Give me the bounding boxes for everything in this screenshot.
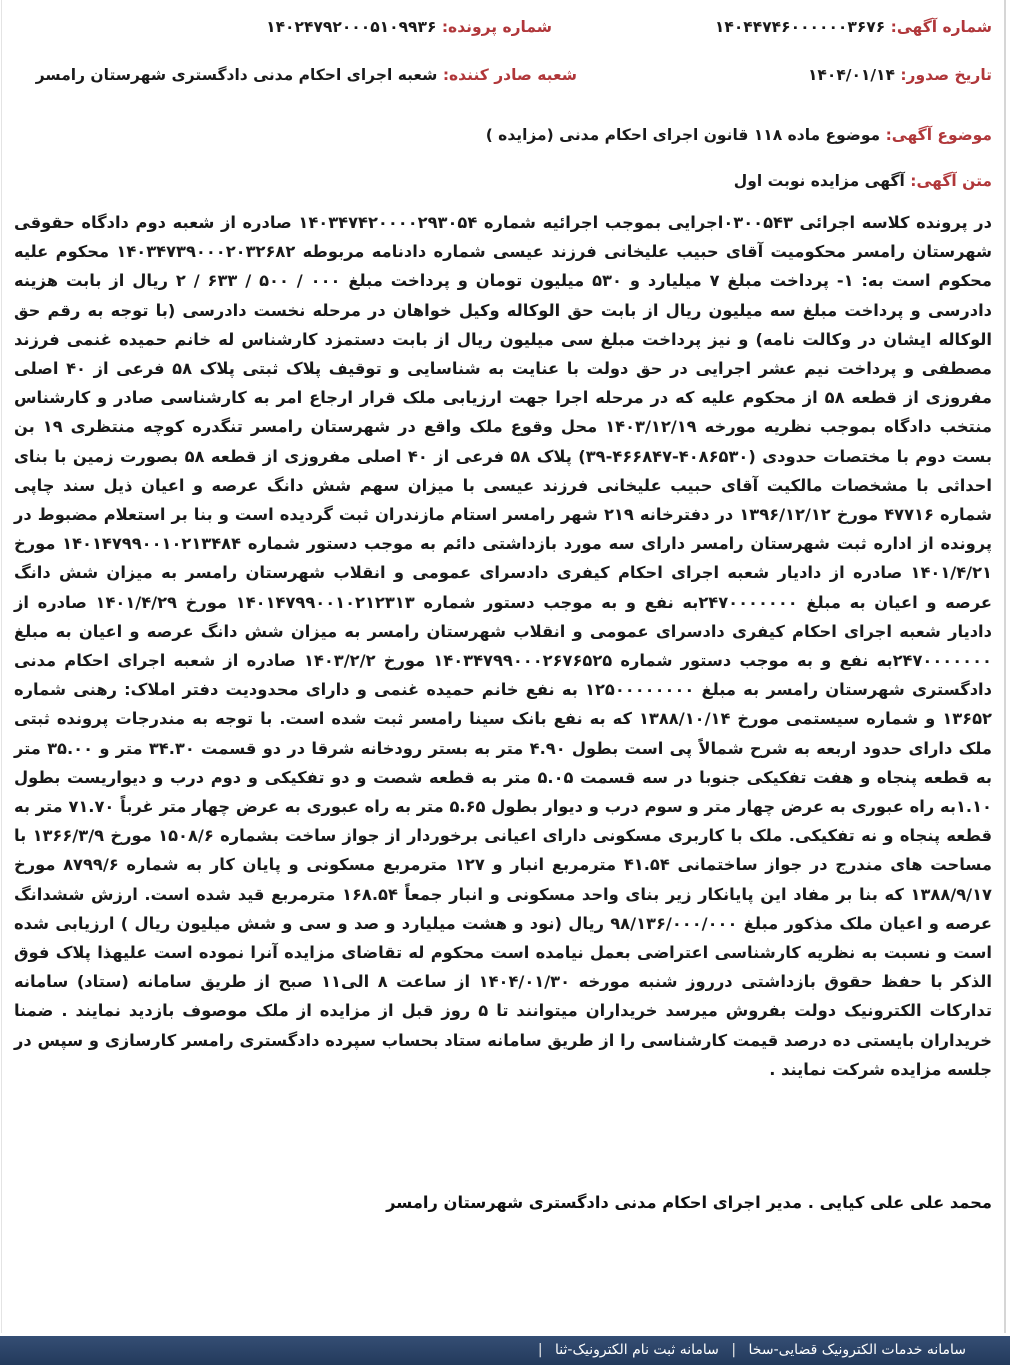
- subject-row: [486, 126, 992, 144]
- issue-date-label: تاریخ صدور:: [900, 66, 992, 84]
- footer-bar: [0, 1336, 1010, 1365]
- notice-text-title: آگهی مزایده نوبت اول: [733, 172, 905, 190]
- issuer-label: شعبه صادر کننده:: [442, 66, 577, 84]
- notice-number-row: [715, 18, 992, 36]
- notice-text-label: متن آگهی:: [910, 172, 992, 190]
- case-number-row: [266, 18, 552, 36]
- notice-number-label: شماره آگهی:: [890, 18, 992, 36]
- subject-value: موضوع ماده ۱۱۸ قانون اجرای احکام مدنی (مزایده ): [485, 126, 881, 144]
- signature: محمد علی علی کیایی . مدیر اجرای احکام مدنی دادگستری شهرستان رامسر: [386, 1193, 992, 1212]
- notice-number-value: ۱۴۰۴۴۷۴۶۰۰۰۰۰۰۳۶۷۶: [714, 18, 886, 36]
- issue-date-row: [808, 66, 992, 84]
- notice-text-row: [734, 172, 992, 190]
- issuer-value: شعبه اجرای احکام مدنی دادگستری شهرستان رامسر: [35, 66, 438, 84]
- subject-label: موضوع آگهی:: [885, 126, 992, 144]
- issuer-row: [36, 66, 577, 84]
- footer-separator: |: [731, 1342, 737, 1358]
- case-number-value: ۱۴۰۲۴۷۹۲۰۰۰۵۱۰۹۹۳۶: [266, 18, 437, 36]
- case-number-label: شماره پرونده:: [441, 18, 552, 36]
- footer-separator-trailing: |: [537, 1342, 543, 1358]
- issue-date-value: ۱۴۰۴/۰۱/۱۴: [807, 66, 895, 84]
- notice-body: در پرونده کلاسه اجرائی ۰۳۰۰۵۴۳اجرایی بموجب اجرائیه شماره ۱۴۰۳۴۷۴۲۰۰۰۰۲۹۳۰۵۴ صادره از شعبه دوم دادگاه حقوقی شهرستان رامسر محکومیت آقای حبیب علیخانی فرزند عیسی شماره دادنامه مربوطه ۱۴۰۳۴۷۳۹۰۰۰۲۰۳۲۶۸۲ محکوم علیه محکوم است به: ۱- پرداخت مبلغ ۷ میلیارد و ۵۳۰ میلیون تومان و پرداخت مبلغ ۰۰۰ / ۵۰۰ / ۶۳۳ / ۲ ریال از بابت هزینه دادرسی و پرداخت مبلغ سه میلیون ریال از بابت حق الوکاله وکیل خواهان در مرحله نخست دادرسی (با توجه به رقم حق الوکاله ایشان در وکالت نامه) و نیز پرداخت مبلغ سی میلیون ریال از بابت دستمزد کارشناس له خانم حمیده غنمی فرزند مصطفی و پرداخت نیم عشر اجرایی در حق دولت با عنایت به شناسایی و توقیف پلاک ثبتی پلاک ۵۸ فرعی از ۴۰ اصلی مفروزی از قطعه ۵۸ از محکوم علیه که در مرحله اجرا جهت ارزیابی ملک قرار ارجاع امر به کارشناسی صادر و کارشناس منتخب دادگاه بموجب نظریه مورخه ۱۴۰۳/۱۲/۱۹ محل وقوع ملک واقع در شهرستان رامسر تنگدره کوچه منتظری ۱۹ بن بست دوم با مختصات حدودی (۴۰۸۶۵۳۰-۴۶۶۸۴۷-۳۹) پلاک ۵۸ فرعی از ۴۰ اصلی مفروزی از قطعه ۵۸ بصورت زمین با بنای احداثی با مشخصات مالکیت آقای حبیب علیخانی فرزند عیسی با میزان سهم شش دانگ عرصه و اعیان ذیل سند چاپی شماره ۴۷۷۱۶ مورخ ۱۳۹۶/۱۲/۱۲ در دفترخانه ۲۱۹ شهر رامسر استام مازندران ثبت گردیده است و بنا بر استعلام مضبوط در پرونده از اداره ثبت شهرستان رامسر دارای سه مورد بازداشتی دائم به موجب دستور شماره ۱۴۰۱۴۷۹۹۰۰۱۰۲۱۳۴۸۴ مورخ ۱۴۰۱/۴/۲۱ صادره از دادیار شعبه اجرای احکام کیفری دادسرای عمومی و انقلاب شهرستان رامسر به میزان شش دانگ عرصه و اعیان به مبلغ ۲۴۷۰۰۰۰۰۰۰به نفع و به موجب دستور شماره ۱۴۰۱۴۷۹۹۰۰۱۰۲۱۲۳۱۳ مورخ ۱۴۰۱/۴/۲۹ صادره از دادیار شعبه اجرای احکام کیفری دادسرای عمومی و انقلاب شهرستان رامسر به میزان شش دانگ عرصه و اعیان به مبلغ ۲۴۷۰۰۰۰۰۰۰به نفع و به موجب دستور شماره ۱۴۰۳۴۷۹۹۰۰۰۲۶۷۶۵۲۵ مورخ ۱۴۰۳/۲/۲ صادره از شعبه اجرای احکام مدنی دادگستری شهرستان رامسر به مبلغ ۱۲۵۰۰۰۰۰۰۰۰ به نفع خانم حمیده غنمی و دارای محدودیت دفتر املاک: رهنی شماره ۱۳۶۵۲ و شماره سیستمی مورخ ۱۳۸۸/۱۰/۱۴ که به نفع بانک سینا رامسر ثبت شده است. با توجه به مندرجات پرونده ثبتی ملک دارای حدود اربعه به شرح شمالاً پی است بطول ۴.۹۰ متر به بستر رودخانه شرقا در دو قسمت ۳۴.۳۰ متر و ۳۵.۰۰ متر به قطعه پنجاه و هفت تفکیکی جنوبا در سه قسمت ۵.۰۵ متر به قطعه شصت و دو تفکیکی و دوم درب و دیواریست بطول ۱.۱۰به راه عبوری به عرض چهار متر و سوم درب و دیوار بطول ۵.۶۵ متر به راه عبوری به عرض چهار متر غرباً ۷۱.۷۰ متر به قطعه پنجاه و نه تفکیکی. ملک با کاربری مسکونی دارای اعیانی برخوردار از جواز ساخت بشماره ۱۵۰۸/۶ مورخ ۱۳۶۶/۳/۹ با مساحت های مندرج در جواز ساختمانی ۴۱.۵۴ مترمربع انبار و ۱۲۷ مترمربع مسکونی و پایان کار به شماره ۸۷۹۹/۶ مورخ ۱۳۸۸/۹/۱۷ که بنا بر مفاد این پایانکار زیر بنای واحد مسکونی و انبار جمعاً ۱۶۸.۵۴ مترمربع قید شده است. ارزش ششدانگ عرصه و اعیان ملک مذکور مبلغ ۹۸/۱۳۶/۰۰۰/۰۰۰ ریال (نود و هشت میلیارد و صد و سی و شش میلیون ریال ) ارزیابی شده است و نسبت به نظریه کارشناسی اعتراضی بعمل نیامده است محکوم له تقاضای مزایده آنرا نموده است علیهذا پلاک فوق الذکر با حفظ حقوق بازداشتی درروز شنبه مورخه ۱۴۰۴/۰۱/۳۰ از ساعت ۸ الی۱۱ صبح از طریق سامانه (ستاد) سامانه تدارکات الکترونیک دولت بفروش میرسد خریداران میتوانند تا ۵ روز قبل از مزایده از ملک موصوف بازدید نمایند . ضمنا خریداران بایستی ده درصد قیمت کارشناسی را از طریق سامانه ستاد بحساب سپرده دادگستری رامسر کارسازی و سپس در جلسه مزایده شرکت نمایند .: [14, 213, 993, 1079]
- footer-link-sakha[interactable]: سامانه خدمات الکترونیک قضایی-سخا: [748, 1342, 966, 1358]
- footer-link-sana[interactable]: سامانه ثبت نام الکترونیک-ثنا: [555, 1342, 719, 1358]
